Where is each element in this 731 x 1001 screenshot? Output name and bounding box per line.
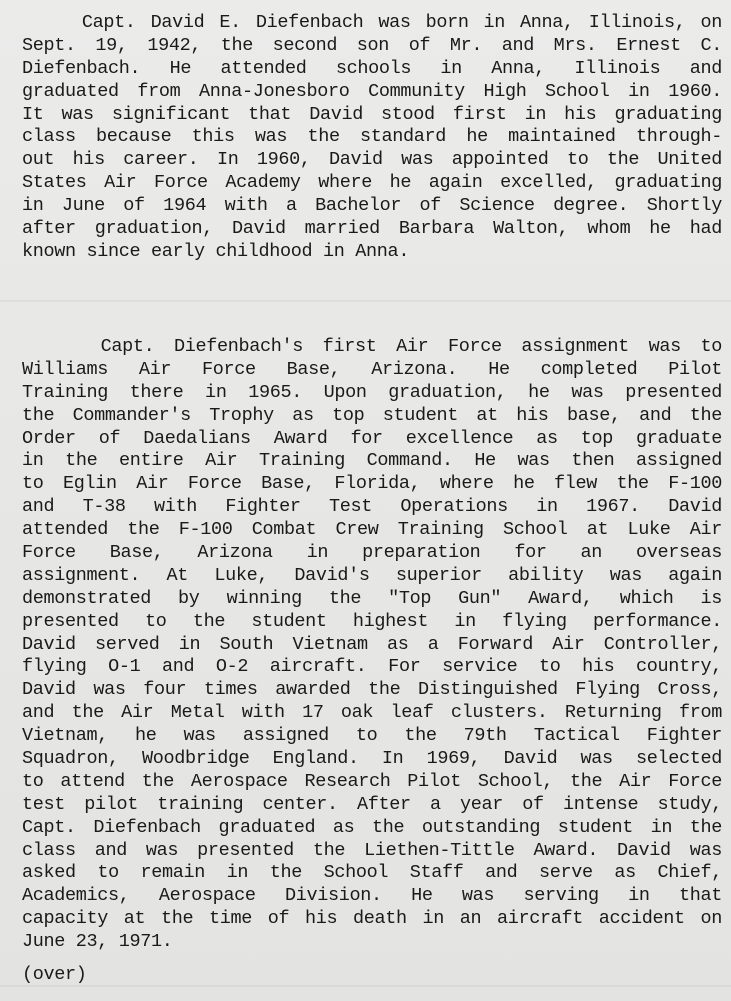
page-footer-over: (over) [22, 964, 87, 985]
text-line: and the Air Metal with 17 oak leaf clusters. Returning from [22, 702, 722, 724]
text-line: known since early childhood in Anna. [22, 240, 410, 262]
text-line: assignment. At Luke, David's superior ability was again [22, 564, 722, 586]
text-line: Training there in 1965. Upon graduation, he was presented [22, 381, 722, 403]
text-line: States Air Force Academy where he again excelled, graduating [22, 172, 722, 194]
text-line: asked to remain in the School Staff and serve as Chief, [22, 862, 722, 884]
text-line: test pilot training center. After a year of intense study, [22, 793, 722, 815]
text-line: Sept. 19, 1942, the second son of Mr. and Mrs. Ernest C. [22, 34, 722, 56]
biography-paragraph-1 [22, 12, 722, 264]
text-line: to attend the Aerospace Research Pilot School, the Air Force [22, 770, 722, 792]
bleed-through-mark [0, 300, 731, 302]
text-line: presented to the student highest in flying performance. [22, 610, 722, 632]
text-line: Capt. Diefenbach's first Air Force assignment was to [22, 336, 722, 357]
text-line: Capt. David E. Diefenbach was born in Anna, Illinois, on [22, 12, 722, 33]
text-line: David served in South Vietnam as a Forward Air Controller, [22, 633, 722, 655]
bleed-through-mark [0, 985, 731, 987]
text-line: June 23, 1971. [22, 931, 173, 953]
text-line: class and was presented the Liethen-Tittle Award. David was [22, 839, 722, 861]
text-line: Order of Daedalians Award for excellence as top graduate [22, 427, 722, 449]
text-line: Squadron, Woodbridge England. In 1969, David was selected [22, 748, 722, 770]
text-line: graduated from Anna-Jonesboro Community High School in 1960. [22, 80, 722, 102]
text-line: capacity at the time of his death in an aircraft accident on [22, 908, 722, 930]
text-line: attended the F-100 Combat Crew Training School at Luke Air [22, 519, 722, 541]
biography-paragraph-2 [22, 336, 722, 954]
text-line: Vietnam, he was assigned to the 79th Tactical Fighter [22, 725, 722, 747]
text-line: Diefenbach. He attended schools in Anna, Illinois and [22, 57, 722, 79]
text-line: the Commander's Trophy as top student at his base, and the [22, 404, 722, 426]
text-line: to Eglin Air Force Base, Florida, where he flew the F-100 [22, 473, 722, 495]
text-line: out his career. In 1960, David was appointed to the United [22, 149, 722, 171]
text-line: in June of 1964 with a Bachelor of Science degree. Shortly [22, 195, 722, 217]
text-line: It was significant that David stood first in his graduating [22, 103, 722, 125]
text-line: in the entire Air Training Command. He was then assigned [22, 450, 722, 472]
text-line: flying O-1 and O-2 aircraft. For service to his country, [22, 656, 722, 678]
text-line: after graduation, David married Barbara Walton, whom he had [22, 218, 722, 240]
text-line: demonstrated by winning the "Top Gun" Award, which is [22, 587, 722, 609]
text-line: Force Base, Arizona in preparation for an overseas [22, 542, 722, 564]
text-line: Williams Air Force Base, Arizona. He completed Pilot [22, 358, 722, 380]
text-line: Capt. Diefenbach graduated as the outstanding student in the [22, 816, 722, 838]
text-line: and T-38 with Fighter Test Operations in 1967. David [22, 496, 722, 518]
text-line: Academics, Aerospace Division. He was serving in that [22, 885, 722, 907]
text-line: class because this was the standard he maintained through- [22, 126, 722, 148]
text-line: David was four times awarded the Distinguished Flying Cross, [22, 679, 722, 701]
